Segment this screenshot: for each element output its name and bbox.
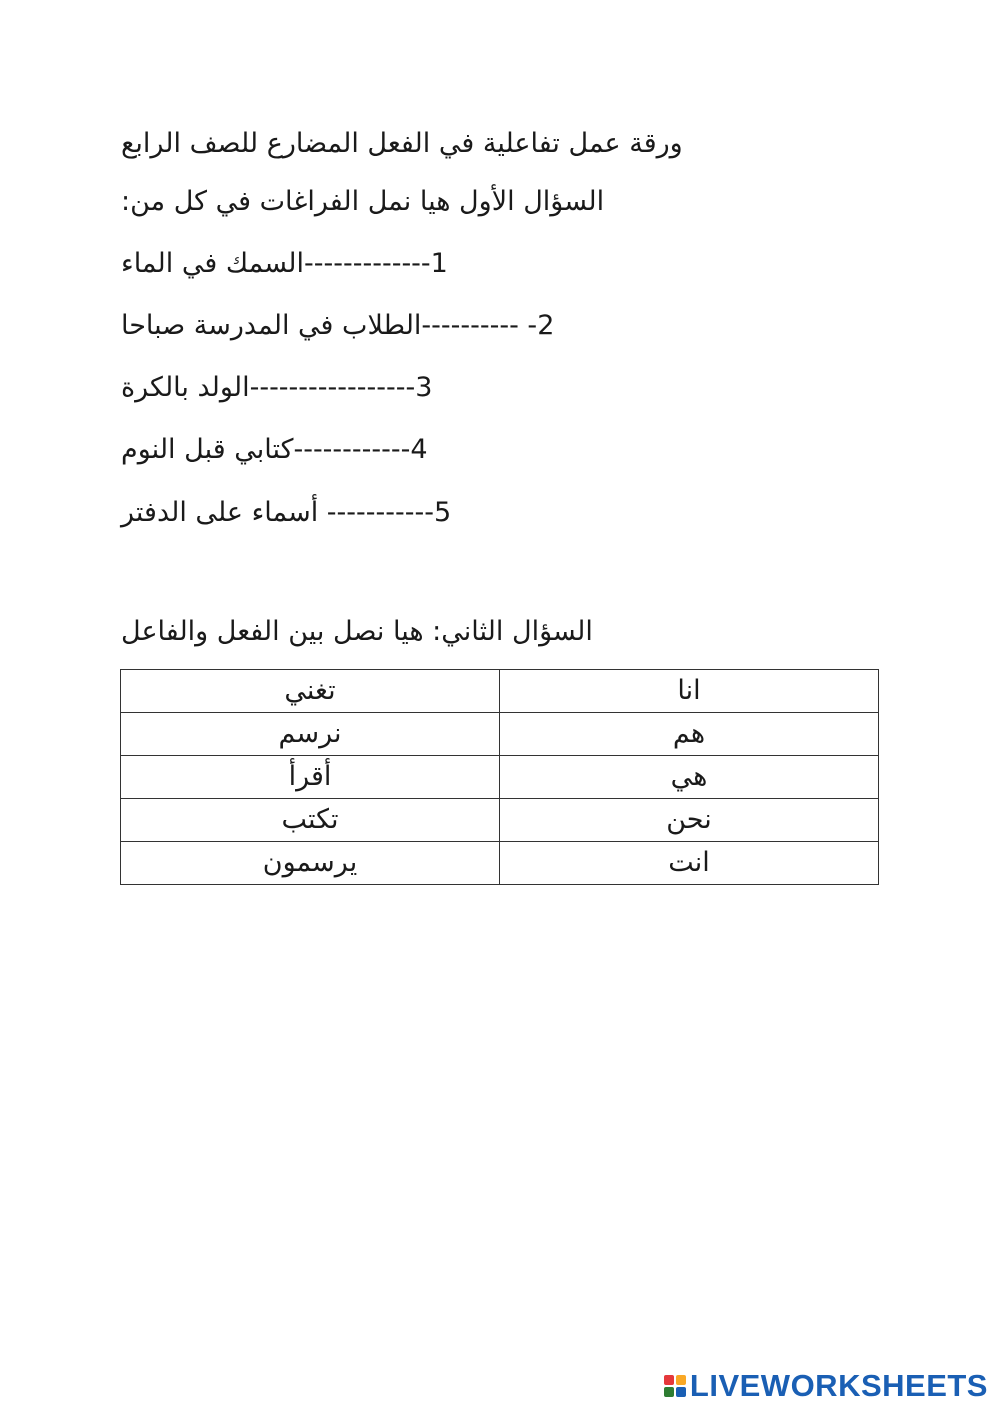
liveworksheets-logo[interactable] <box>664 1368 988 1404</box>
matching-table <box>120 669 879 885</box>
question-1-item: 2- ----------الطلاب في المدرسة صباحا <box>121 310 555 341</box>
table-row <box>121 756 879 799</box>
table-row <box>121 670 879 713</box>
question-1-heading: السؤال الأول هيا نمل الفراغات في كل من: <box>121 186 605 217</box>
logo-square-yellow <box>676 1375 686 1385</box>
verb-cell[interactable]: تكتب <box>121 799 500 842</box>
logo-text: LIVEWORKSHEETS <box>689 1368 988 1403</box>
subject-cell[interactable]: هم <box>500 713 879 756</box>
verb-cell[interactable]: تغني <box>121 670 500 713</box>
question-1-item: 4------------كتابي قبل النوم <box>121 434 428 465</box>
verb-cell[interactable]: أقرأ <box>121 756 500 799</box>
table-row <box>121 842 879 885</box>
logo-grid-icon <box>664 1375 686 1397</box>
subject-cell[interactable]: انا <box>500 670 879 713</box>
table-row <box>121 713 879 756</box>
subject-cell[interactable]: انت <box>500 842 879 885</box>
logo-square-red <box>664 1375 674 1385</box>
subject-cell[interactable]: هي <box>500 756 879 799</box>
verb-cell[interactable]: يرسمون <box>121 842 500 885</box>
question-1-item: 5----------- أسماء على الدفتر <box>121 497 452 528</box>
subject-cell[interactable]: نحن <box>500 799 879 842</box>
logo-square-blue <box>676 1387 686 1397</box>
worksheet-title: ورقة عمل تفاعلية في الفعل المضارع للصف الرابع <box>121 128 683 159</box>
question-2-heading: السؤال الثاني: هيا نصل بين الفعل والفاعل <box>121 616 593 647</box>
verb-cell[interactable]: نرسم <box>121 713 500 756</box>
logo-square-green <box>664 1387 674 1397</box>
question-1-item: 1-------------السمك في الماء <box>121 248 448 279</box>
question-1-item: 3-----------------الولد بالكرة <box>121 372 433 403</box>
table-row <box>121 799 879 842</box>
